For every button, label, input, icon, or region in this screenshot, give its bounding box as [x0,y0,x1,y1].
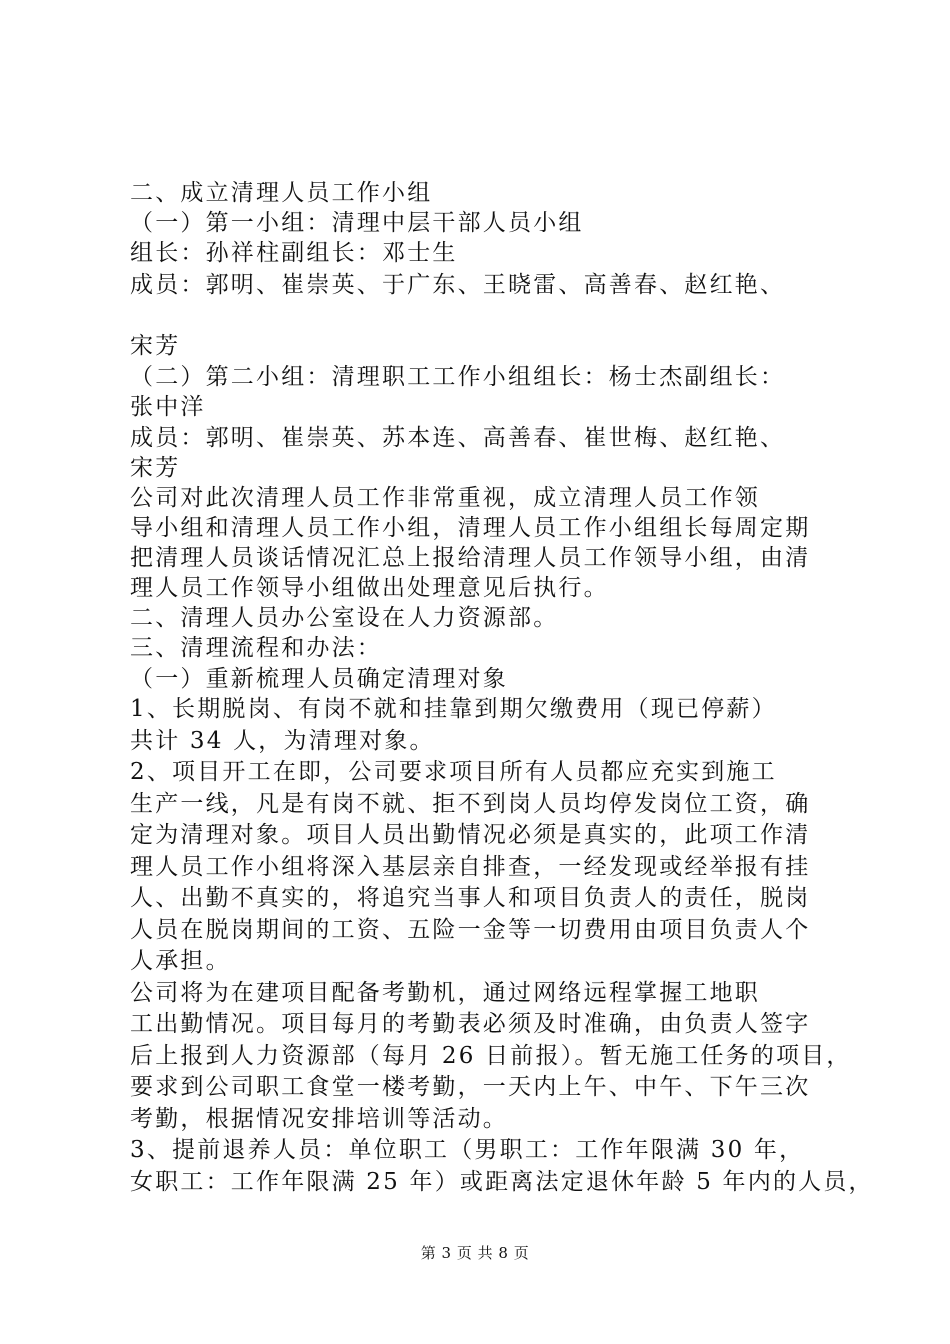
text-line: 共计 34 人，为清理对象。 [130,728,435,754]
text-line: （一）重新梳理人员确定清理对象 [130,666,508,692]
text-line: 理人员工作领导小组做出处理意见后执行。 [130,575,609,601]
text-line: 宋芳 [130,455,181,481]
text-line: 公司对此次清理人员工作非常重视，成立清理人员工作领 [130,485,760,511]
text-line: 后上报到人力资源部（每月 26 日前报）。暂无施工任务的项目， [130,1043,852,1069]
text-line: 把清理人员谈话情况汇总上报给清理人员工作领导小组，由清 [130,545,811,571]
text-line: 定为清理对象。项目人员出勤情况必须是真实的，此项工作清 [130,822,811,848]
text-line: 二、成立清理人员工作小组 [130,180,433,206]
text-line: 人承担。 [130,948,231,974]
text-line: 3、提前退养人员：单位职工（男职工：工作年限满 30 年， [130,1137,805,1163]
text-line: 理人员工作小组将深入基层亲自排查，一经发现或经举报有挂 [130,854,811,880]
text-line: 生产一线，凡是有岗不就、拒不到岗人员均停发岗位工资，确 [130,791,811,817]
text-line: 1、长期脱岗、有岗不就和挂靠到期欠缴费用（现已停薪） [130,696,777,722]
text-line: （二）第二小组：清理职工工作小组组长：杨士杰副组长： [130,364,786,390]
text-line: 公司将为在建项目配备考勤机，通过网络远程掌握工地职 [130,980,760,1006]
text-line: 考勤，根据情况安排培训等活动。 [130,1106,508,1132]
text-line: 要求到公司职工食堂一楼考勤，一天内上午、中午、下午三次 [130,1074,811,1100]
text-line: 宋芳 [130,333,181,359]
text-line: 成员：郭明、崔崇英、于广东、王晓雷、高善春、赵红艳、 [130,272,786,298]
text-line: 女职工：工作年限满 25 年）或距离法定退休年龄 5 年内的人员， [130,1169,874,1195]
text-line: 三、清理流程和办法： [130,635,382,661]
text-line: 2、项目开工在即，公司要求项目所有人员都应充实到施工 [130,759,777,785]
text-line: 导小组和清理人员工作小组，清理人员工作小组组长每周定期 [130,515,811,541]
text-line: （一）第一小组：清理中层干部人员小组 [130,210,584,236]
text-line: 人、出勤不真实的，将追究当事人和项目负责人的责任，脱岗 [130,885,811,911]
text-line: 工出勤情况。项目每月的考勤表必须及时准确，由负责人签字 [130,1011,811,1037]
text-line: 组长：孙祥柱副组长：邓士生 [130,240,458,266]
text-line: 二、清理人员办公室设在人力资源部。 [130,605,559,631]
page-number-footer: 第 3 页 共 8 页 [420,1244,530,1262]
text-line: 成员：郭明、崔崇英、苏本连、高善春、崔世梅、赵红艳、 [130,425,786,451]
text-line: 人员在脱岗期间的工资、五险一金等一切费用由项目负责人个 [130,917,811,943]
text-line: 张中洋 [130,394,206,420]
